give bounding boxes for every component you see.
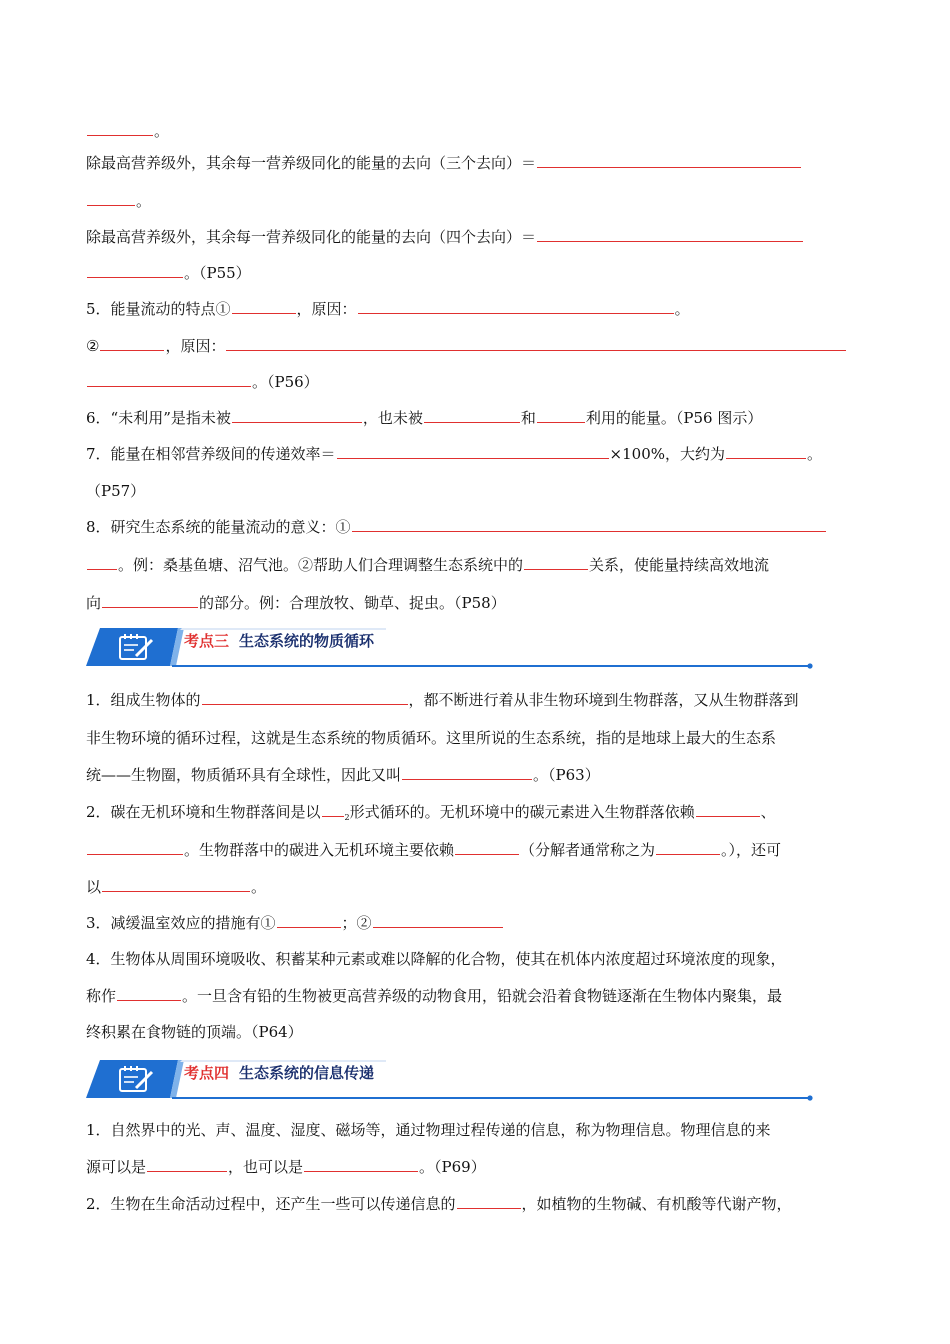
text-line (86, 839, 781, 861)
text: ② (86, 337, 100, 355)
text: 、 (760, 803, 776, 821)
text-line (86, 764, 600, 786)
fill-blank[interactable] (455, 839, 519, 855)
fill-blank[interactable] (87, 839, 183, 855)
section-heading: 生态系统的信息传递 (239, 1064, 375, 1082)
fill-blank[interactable] (322, 801, 344, 817)
text-line (86, 1021, 303, 1043)
fill-blank[interactable] (358, 298, 674, 314)
text-line (86, 120, 169, 142)
fill-blank[interactable] (100, 335, 164, 351)
text: 。 (136, 192, 152, 210)
text: 统——生物圈，物质循环具有全球性，因此又叫 (86, 766, 402, 784)
text-line (86, 516, 827, 538)
text: 和 (520, 409, 536, 427)
text: 关系，使能量持续高效地流 (589, 556, 770, 574)
fill-blank[interactable] (87, 262, 183, 278)
fill-blank[interactable] (102, 592, 198, 608)
section-tag: 考点三 (184, 632, 230, 650)
text: 形式循环的。无机环境中的碳元素进入生物群落依赖 (349, 803, 695, 821)
text-line (86, 689, 799, 711)
text: 8．研究生态系统的能量流动的意义：① (86, 518, 351, 536)
fill-blank[interactable] (277, 912, 341, 928)
fill-blank[interactable] (524, 554, 588, 570)
fill-blank[interactable] (373, 912, 503, 928)
section-title (184, 630, 374, 651)
text-line (86, 876, 266, 898)
text: 1．自然界中的光、声、温度、湿度、磁场等，通过物理过程传递的信息，称为物理信息。物理信息的来 (86, 1121, 771, 1139)
text: ，也可以是 (228, 1158, 304, 1176)
text-line (86, 298, 690, 320)
fill-blank[interactable] (337, 443, 609, 459)
section-tag: 考点四 (184, 1064, 230, 1082)
text-line (86, 226, 804, 248)
text: ×100%，大约为 (609, 445, 725, 463)
text: 。），还可 (721, 841, 782, 859)
text: 的部分。例：合理放牧、锄草、捉虫。（P58） (199, 594, 506, 612)
text: 6．“未利用”是指未被 (86, 409, 231, 427)
text: 4．生物体从周围环境吸收、积蓄某种元素或难以降解的化合物，使其在机体内浓度超过环境浓度的现象， (86, 950, 786, 968)
text: 利用的能量。（P56 图示） (585, 409, 763, 427)
text: 。 (154, 122, 170, 140)
fill-blank[interactable] (87, 554, 117, 570)
fill-blank[interactable] (537, 226, 803, 242)
text: 向 (86, 594, 102, 612)
fill-blank[interactable] (232, 407, 362, 423)
section-heading: 生态系统的物质循环 (239, 632, 375, 650)
text-line (86, 554, 769, 576)
fill-blank[interactable] (117, 985, 181, 1001)
fill-blank[interactable] (202, 689, 408, 705)
text: ，如植物的生物碱、有机酸等代谢产物， (521, 1195, 792, 1213)
text: 。 (251, 878, 267, 896)
text: ，原因： (296, 300, 357, 318)
fill-blank[interactable] (537, 407, 585, 423)
fill-blank[interactable] (656, 839, 720, 855)
text-line (86, 801, 776, 829)
text: 终积累在食物链的顶端。（P64） (86, 1023, 303, 1041)
fill-blank[interactable] (726, 443, 806, 459)
text: 。 (807, 445, 823, 463)
text: 。（P55） (184, 264, 251, 282)
text-line (86, 1193, 792, 1215)
fill-blank[interactable] (87, 371, 251, 387)
text-line (86, 407, 762, 429)
fill-blank[interactable] (226, 335, 846, 351)
fill-blank[interactable] (352, 516, 826, 532)
fill-blank[interactable] (696, 801, 760, 817)
text: 1．组成生物体的 (86, 691, 201, 709)
text: （P57） (86, 482, 146, 500)
section-banner-3 (86, 624, 816, 670)
text: 称作 (86, 987, 117, 1005)
text-line (86, 480, 145, 502)
text: 。一旦含有铅的生物被更高营养级的动物食用，铅就会沿着食物链逐渐在生物体内聚集，最 (182, 987, 783, 1005)
text: 。生物群落中的碳进入无机环境主要依赖 (184, 841, 455, 859)
text: ，都不断进行着从非生物环境到生物群落，又从生物群落到 (408, 691, 799, 709)
fill-blank[interactable] (87, 190, 135, 206)
text-line (86, 1156, 486, 1178)
fill-blank[interactable] (87, 120, 153, 136)
text-line (86, 912, 504, 934)
text: 。（P56） (252, 373, 319, 391)
text: 以 (86, 878, 102, 896)
fill-blank[interactable] (304, 1156, 418, 1172)
text-line (86, 371, 319, 393)
text-line (86, 335, 847, 357)
text-line (86, 152, 802, 174)
section-banner-4 (86, 1056, 816, 1102)
text: 。 (674, 300, 690, 318)
section-title (184, 1062, 374, 1083)
text: 5．能量流动的特点① (86, 300, 231, 318)
text: 7．能量在相邻营养级间的传递效率＝ (86, 445, 336, 463)
text: 。（P63） (533, 766, 600, 784)
fill-blank[interactable] (424, 407, 520, 423)
fill-blank[interactable] (147, 1156, 227, 1172)
fill-blank[interactable] (402, 764, 532, 780)
text: 。例：桑基鱼塘、沼气池。②帮助人们合理调整生态系统中的 (118, 556, 524, 574)
fill-blank[interactable] (102, 876, 250, 892)
text: 3．减缓温室效应的措施有① (86, 914, 276, 932)
subscript: 2 (344, 813, 350, 822)
text: ，也未被 (362, 409, 423, 427)
text: 源可以是 (86, 1158, 147, 1176)
fill-blank[interactable] (537, 152, 801, 168)
fill-blank[interactable] (457, 1193, 521, 1209)
text: 2．碳在无机环境和生物群落间是以 (86, 803, 321, 821)
text: 。（P69） (419, 1158, 486, 1176)
text: （分解者通常称之为 (520, 841, 656, 859)
text-line (86, 592, 506, 614)
text: 非生物环境的循环过程，这就是生态系统的物质循环。这里所说的生态系统，指的是地球上最大的生态系 (86, 729, 777, 747)
text: 除最高营养级外，其余每一营养级同化的能量的去向（四个去向）＝ (86, 228, 537, 246)
text-line (86, 985, 782, 1007)
text: ；② (341, 914, 372, 932)
text: 除最高营养级外，其余每一营养级同化的能量的去向（三个去向）＝ (86, 154, 537, 172)
text-line (86, 443, 822, 465)
text-line (86, 727, 776, 749)
text-line (86, 190, 151, 212)
text-line (86, 1119, 771, 1141)
text-line (86, 262, 251, 284)
fill-blank[interactable] (232, 298, 296, 314)
text: 2．生物在生命活动过程中，还产生一些可以传递信息的 (86, 1195, 456, 1213)
text: ，原因： (165, 337, 226, 355)
text-line (86, 948, 786, 970)
